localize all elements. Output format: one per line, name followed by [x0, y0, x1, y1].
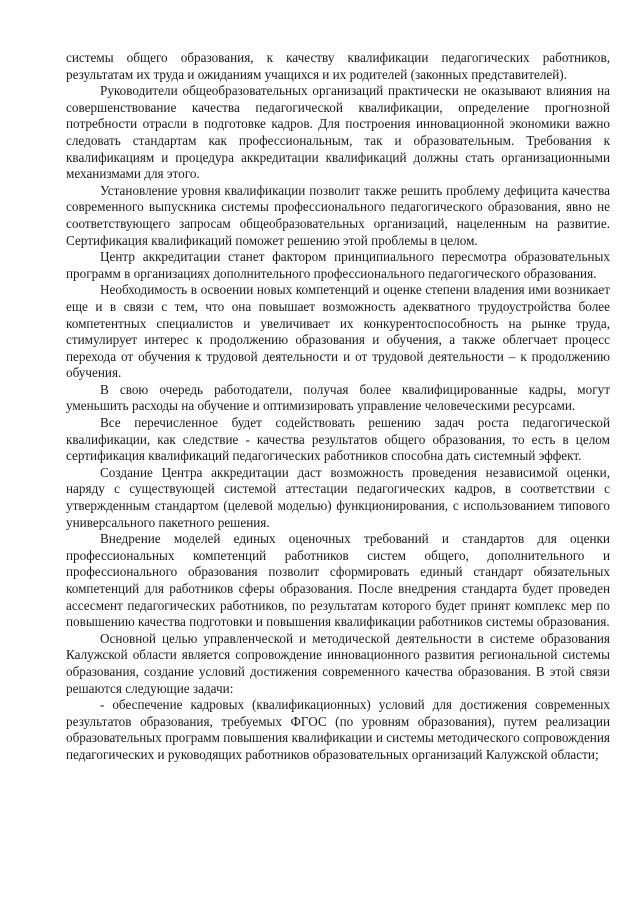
paragraph-systemic-effect: Все перечисленное будет содействовать решению задач роста педагогической квалификации, как следствие - качества результатов общего образования, то есть в целом сертификация квалификаций педагогических работников способна дать системный эффект. — [66, 415, 610, 464]
paragraph-task-item: - обеспечение кадровых (квалификационных) условий для достижения современных результатов образования, требуемых ФГОС (по уровням образования), путем реализации образовательных программ повышения квалификации и системы методического сопровождения педагогических и руководящих работников образовательных организаций Калужской области; — [66, 697, 610, 762]
paragraph-main-goal: Основной целью управленческой и методической деятельности в системе образования Калужской области является сопровождение инновационного развития региональной системы образования, создание условий достижения современного качества образования. В этой связи решаются следующие задачи: — [66, 630, 610, 696]
paragraph-employers: В свою очередь работодатели, получая более квалифицированные кадры, могут уменьшить расходы на обучение и оптимизировать управление человеческими ресурсами. — [66, 381, 610, 414]
paragraph-accreditation-center: Центр аккредитации станет фактором принципиального пересмотра образовательных программ в организациях дополнительного профессионального педагогического образования. — [66, 249, 610, 281]
paragraph-continuation: системы общего образования, к качеству квалификации педагогических работников, результатам их труда и ожиданиям учащихся и их родителей (законных представителей). — [66, 50, 610, 82]
paragraph-independent-assessment: Создание Центра аккредитации даст возможность проведения независимой оценки, наряду с существующей системой аттестации педагогических кадров, в соответствии с утвержденным стандартом (целевой моделью) функционирования, с использованием типового универсального пакетного решения. — [66, 464, 610, 530]
paragraph-managers-influence: Руководители общеобразовательных организаций практически не оказывают влияния на совершенствование качества педагогической квалификации, определение прогнозной потребности отрасли в подготовке кадров. Для построения инновационной экономики важно следовать стандартам как профессиональным, так и образовательным. Требования к квалификациям и процедура аккредитации квалификаций должны стать организационными механизмами для этого. — [66, 83, 610, 182]
paragraph-qualification-level: Установление уровня квалификации позволит также решить проблему дефицита качества современного выпускника системы профессионального педагогического образования, явно не соответствующего запросам общеобразовательных организаций, нацеленным на развитие. Сертификация квалификаций поможет решению этой проблемы в целом. — [66, 182, 610, 248]
paragraph-unified-standards: Внедрение моделей единых оценочных требований и стандартов для оценки профессиональных компетенций работников систем общего, дополнительного и профессионального образования позволит сформировать единый стандарт обязательных компетенций для работников сферы образования. После внедрения стандарта будет проведен ассесмент педагогических работников, по результатам которого будет принят комплекс мер по повышению качества подготовки и повышения квалификации работников системы образования. — [66, 531, 610, 630]
paragraph-new-competencies: Необходимость в освоении новых компетенций и оценке степени владения ими возникает еще и в связи с тем, что она повышает возможность адекватного трудоустройства более компетентных специалистов и увеличивает их конкурентоспособность на рынке труда, стимулирует интерес к продолжению образования и обучения, а также облегчает процесс перехода от обучения к трудовой деятельности и от трудовой деятельности – к продолжению обучения. — [66, 282, 610, 381]
